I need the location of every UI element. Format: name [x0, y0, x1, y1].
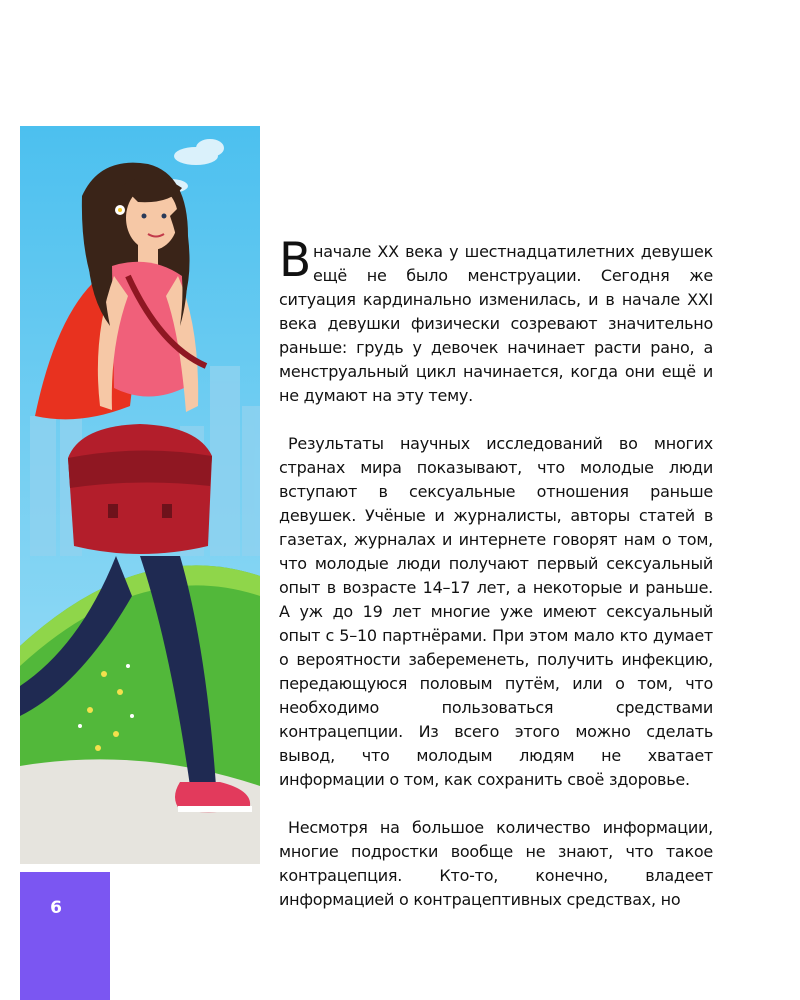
drop-cap: В — [279, 233, 311, 288]
page-number-tab — [20, 872, 110, 1000]
illustration-girl-walking — [20, 126, 260, 864]
paragraph-1-text: начале XX века у шестнадцатилетних девушек ещё не было менструации. Сегодня же ситуация кардинально изменилась, и в начале XXI века девушки физически созревают значительно раньше: грудь у девочек начинает расти рано, а менструальный цикл начинается, когда они ещё и не думают на эту тему. — [279, 242, 713, 405]
paragraph-2-text: Результаты научных исследований во многих странах мира показывают, что молодые люди вступают в сексуальные отношения раньше девушек. Учёные и журналисты, авторы статей в газетах, журналах и интернете говорят нам о том, что молодые люди получают первый сексуальный опыт в возрасте 14–17 лет, а некоторые и раньше. А уж до 19 лет многие уже имеют сексуальный опыт с 5–10 партнёрами. При этом мало кто думает о вероятности забеременеть, получить инфекцию, передающуюся половым путём, или о том, что необходимо пользоваться средствами контрацепции. Из всего этого можно сделать вывод, что молодым людям не хватает информации о том, как сохранить своё здоровье. — [279, 434, 713, 789]
paragraph-2 — [279, 432, 713, 792]
paragraph-1 — [279, 233, 713, 408]
paragraph-3-text: Несмотря на большое количество информации, многие подростки вообще не знают, что такое контрацепция. Кто-то, конечно, владеет информацией о контрацептивных средствах, но — [279, 818, 713, 909]
paragraph-3 — [279, 816, 713, 912]
page-number: 6 — [50, 898, 62, 918]
article-text — [279, 233, 713, 912]
